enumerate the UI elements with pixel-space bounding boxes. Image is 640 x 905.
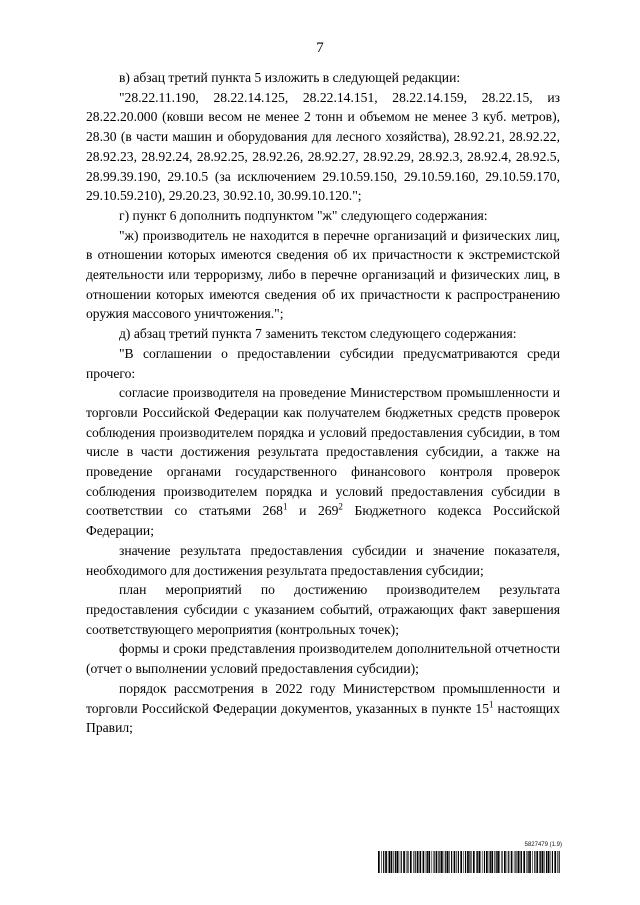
barcode-bar (436, 851, 438, 873)
footnote-mark: 1 (489, 698, 494, 709)
barcode-bar (473, 851, 475, 873)
barcode-bar (444, 851, 445, 873)
barcode-bar (438, 851, 439, 873)
paragraph-result-value: значение результата предоставления субсидии и значение показателя, необходимого для достижения результата предоставления субсидии; (86, 542, 560, 578)
barcode-bar (417, 851, 419, 873)
barcode-bar (486, 851, 488, 873)
footnote-mark: 1 (282, 501, 288, 512)
consent-text-end: Бюджетного кодекса Российской Федерации; (86, 503, 560, 539)
barcode-bar (552, 851, 553, 873)
consent-text-middle: и 269 (287, 503, 339, 519)
barcode-bar (454, 851, 456, 873)
barcode-bar (458, 851, 459, 873)
barcode-bar (423, 851, 425, 873)
paragraph-reporting-forms: формы и сроки представления производителем дополнительной отчетности (отчет о выполнении условий предоставления субсидии); (86, 641, 560, 677)
barcode-bar (494, 851, 495, 873)
barcode-bar (499, 851, 500, 873)
barcode-bar (514, 851, 515, 873)
barcode-bar (447, 851, 449, 873)
barcode-bar (432, 851, 433, 873)
barcode-bar (419, 851, 420, 873)
barcode-bar (544, 851, 545, 873)
barcode-bar (528, 851, 529, 873)
paragraph-subpoint-zh: "ж) производитель не находится в перечне организаций и физических лиц, в отношении которых имеются сведения об их причастности к экстремистской деятельности или терроризму, либо в перечне организаций и физических лиц, в отношении которых имеются сведения об их причастности к распространению оружия массового уничтожения."; (86, 227, 560, 322)
barcode-bar (523, 851, 525, 873)
barcode-bar (470, 851, 471, 873)
barcode-bar (501, 851, 502, 873)
barcode-bar (395, 851, 396, 873)
barcode-bar (479, 851, 481, 873)
barcode-bar (428, 851, 430, 873)
barcode-bar (460, 851, 462, 873)
document-footer (378, 842, 562, 874)
barcode-bar (467, 851, 469, 873)
review-text-end: настоящих Правил; (86, 700, 560, 736)
barcode-bar (559, 851, 560, 873)
barcode-bar (403, 851, 405, 873)
barcode-bar (388, 851, 389, 873)
barcode-bar (489, 851, 490, 873)
barcode-bar (391, 851, 393, 873)
barcode-bar (504, 851, 506, 873)
paragraph-agreement-intro: "В соглашении о предоставлении субсидии предусматриваются среди прочего: (86, 345, 560, 381)
paragraph-amendment-d: д) абзац третий пункта 7 заменить текстом следующего содержания: (119, 326, 517, 342)
paragraph-amendment-v: в) абзац третий пункта 5 изложить в следующей редакции: (119, 70, 461, 85)
barcode-bar (477, 851, 478, 873)
barcode-bar (507, 851, 508, 873)
barcode-bar (434, 851, 435, 873)
barcode-bar (540, 851, 541, 873)
barcode-bar (469, 851, 470, 873)
barcode-bar (465, 851, 466, 873)
barcode-bar (383, 851, 384, 873)
barcode-bar (526, 851, 527, 873)
barcode-bar (520, 851, 521, 873)
barcode-bar (413, 851, 414, 873)
barcode-bar (407, 851, 408, 873)
barcode-bar (484, 851, 485, 873)
barcode-bar (406, 851, 407, 873)
barcode-bar (385, 851, 387, 873)
barcode-bar (490, 851, 491, 873)
page-number: 7 (316, 40, 324, 56)
document-code: 5827479 (1.9) (524, 842, 562, 848)
paragraph-okpd-codes: "28.22.11.190, 28.22.14.125, 28.22.14.151, 28.22.14.159, 28.22.15, из 28.22.20.000 (ковши весом не менее 2 тонн и объемом не менее 3 куб. метров), 28.30 (в части машин и оборудования для лесного хозяйства), 28.92.21, 28.92.22, 28.92.23, 28.92.24, 28.92.25, 28.92.26, 28.92.27, 28.92.29, 28.92.3, 28.92.4, 28.92.5, 28.99.39.190, 29.10.5 (за исключением 29.10.59.150, 29.10.59.160, 29.10.59.170, 29.10.59.210), 29.20.23, 30.92.10, 30.99.10.120."; (86, 89, 560, 204)
barcode-bar (532, 851, 533, 873)
paragraph-amendment-g: г) пункт 6 дополнить подпунктом "ж" следующего содержания: (119, 207, 488, 223)
barcode-bar (410, 851, 412, 873)
barcode-bar (491, 851, 493, 873)
footnote-mark: 2 (338, 501, 343, 512)
barcode-bar (476, 851, 477, 873)
barcode-bar (546, 851, 547, 873)
barcode-bar (550, 851, 551, 873)
barcode-bar (518, 851, 520, 873)
barcode-bar (441, 851, 443, 873)
barcode-bar (393, 851, 394, 873)
barcode-bar (529, 851, 531, 873)
barcode-bar (548, 851, 550, 873)
barcode-bar (497, 851, 499, 873)
barcode-bar (557, 851, 558, 873)
barcode-bar (515, 851, 516, 873)
barcode-bar (542, 851, 544, 873)
barcode-bar (415, 851, 416, 873)
barcode-bar (451, 851, 452, 873)
barcode-bar (420, 851, 421, 873)
barcode-bar (389, 851, 390, 873)
barcode-bar (426, 851, 427, 873)
paragraph-action-plan: план мероприятий по достижению производителем результата предоставления субсидии с указанием событий, отражающих факт завершения соответствующего мероприятия (контрольных точек); (86, 582, 560, 637)
barcode-bar (554, 851, 556, 873)
barcode-bar (399, 851, 400, 873)
paragraph-consent-inspections (86, 383, 560, 541)
barcode-bar (378, 851, 380, 873)
paragraph-review-procedure (86, 679, 560, 738)
barcode-bar (463, 851, 464, 873)
barcode-bar (427, 851, 428, 873)
barcode-bar (508, 851, 509, 873)
barcode-bar (496, 851, 497, 873)
document-body (86, 68, 560, 738)
barcode-bar (445, 851, 446, 873)
barcode-icon (378, 851, 562, 873)
barcode-bar (482, 851, 483, 873)
barcode-bar (536, 851, 538, 873)
consent-text-start: согласие производителя на проведение Министерством промышленности и торговли Российской Федерации как получателем бюджетных средств проверок соблюдения производителем порядка и условий предоставления субсидии, в том числе в части достижения результата предоставления субсидии, а также на проведение органами государственного финансового контроля проверок соблюдения производителем порядка и условий предоставления субсидии в соответствии со статьями 268 (86, 385, 560, 519)
barcode-bar (511, 851, 513, 873)
barcode-bar (396, 851, 398, 873)
barcode-bar (381, 851, 382, 873)
barcode-bar (456, 851, 457, 873)
review-text-start: порядок рассмотрения в 2022 году Министерством промышленности и торговли Российской Федерации документов, указанных в пункте 15 (86, 680, 560, 716)
barcode-bar (401, 851, 402, 873)
barcode-bar (439, 851, 440, 873)
barcode-bar (521, 851, 522, 873)
barcode-bar (539, 851, 540, 873)
barcode-bar (534, 851, 535, 873)
barcode-bar (449, 851, 450, 873)
